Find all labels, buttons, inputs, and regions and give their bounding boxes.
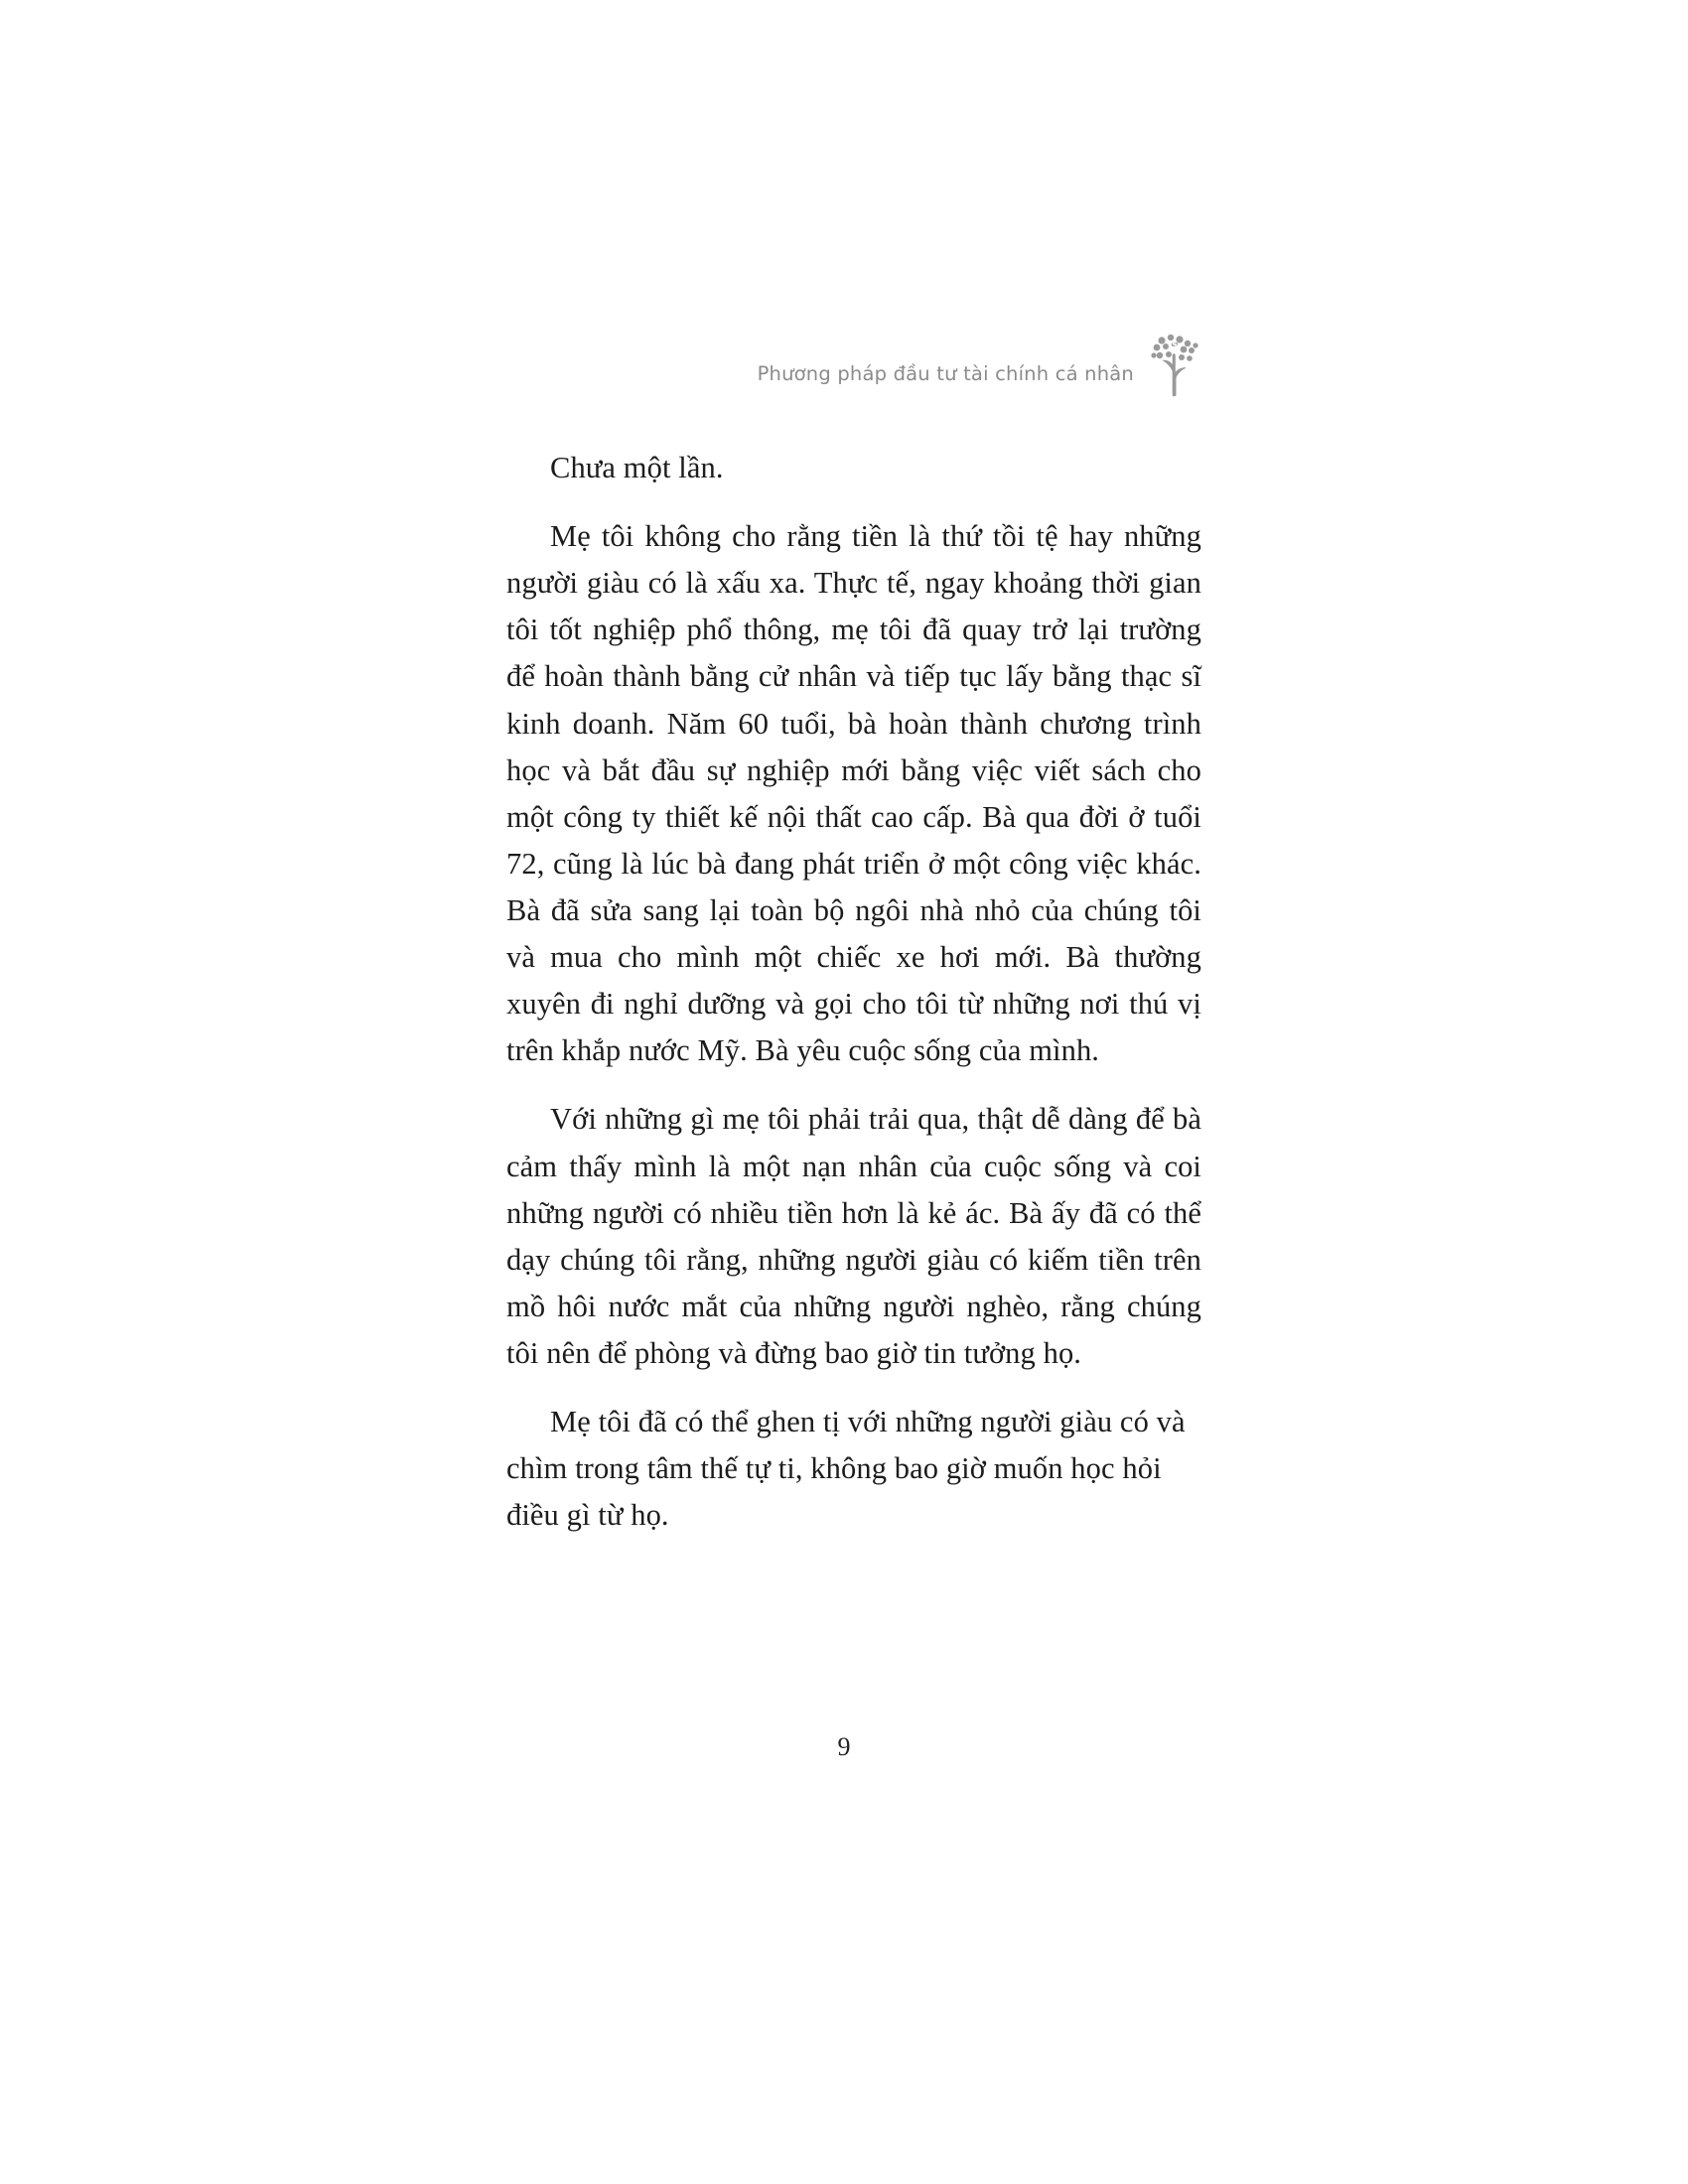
tree-icon bbox=[1148, 332, 1201, 397]
paragraph: Với những gì mẹ tôi phải trải qua, thật dễ dàng để bà cảm thấy mình là một nạn nhân của cuộc sống và coi những người có nhiều tiền hơn là kẻ ác. Bà ấy đã có thể dạy chúng tôi rằng, những người giàu có kiếm tiền trên mồ hôi nước mắt của những người nghèo, rằng chúng tôi nên để phòng và đừng bao giờ tin tưởng họ. bbox=[506, 1102, 1201, 1370]
page-number: 9 bbox=[837, 1732, 851, 1761]
page-content bbox=[506, 328, 1201, 1545]
paragraph: Chưa một lần. bbox=[550, 451, 724, 484]
paragraph: Mẹ tôi không cho rằng tiền là thứ tồi tệ hay những người giàu có là xấu xa. Thực tế, ngay khoảng thời gian tôi tốt nghiệp phổ thông, mẹ tôi đã quay trở lại trường để hoàn thành bằng cử nhân và tiếp tục lấy bằng thạc sĩ kinh doanh. Năm 60 tuổi, bà hoàn thành chương trình học và bắt đầu sự nghiệp mới bằng việc viết sách cho một công ty thiết kế nội thất cao cấp. Bà qua đời ở tuổi 72, cũng là lúc bà đang phát triển ở một công việc khác. Bà đã sửa sang lại toàn bộ ngôi nhà nhỏ của chúng tôi và mua cho mình một chiếc xe hơi mới. Bà thường xuyên đi nghỉ dưỡng và gọi cho tôi từ những nơi thú vị trên khắp nước Mỹ. Bà yêu cuộc sống của mình. bbox=[506, 519, 1201, 1068]
running-header-title: Phương pháp đầu tư tài chính cá nhân bbox=[757, 362, 1134, 385]
running-header bbox=[506, 328, 1201, 397]
svg-text:$: $ bbox=[1172, 341, 1179, 350]
paragraph: Mẹ tôi đã có thể ghen tị với những người giàu có và chìm trong tâm thế tự ti, không bao giờ muốn học hỏi điều gì từ họ. bbox=[506, 1405, 1186, 1533]
